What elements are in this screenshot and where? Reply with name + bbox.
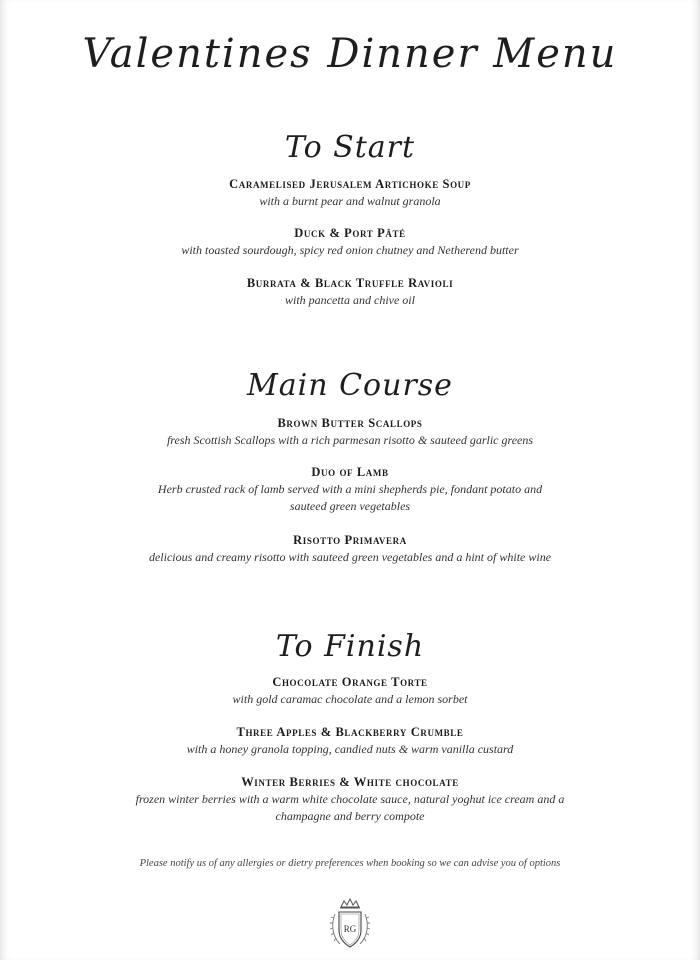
dish-name: Winter Berries & White chocolate	[241, 775, 459, 789]
dish-item	[60, 176, 640, 210]
dish-item	[60, 532, 640, 566]
dish-description: with a burnt pear and walnut granola	[259, 194, 441, 208]
dish-description: with toasted sourdough, spicy red onion chutney and Netherend butter	[181, 243, 519, 257]
section-title-main-course: Main Course	[247, 368, 453, 403]
dish-name: Risotto Primavera	[293, 533, 407, 547]
section-title-to-finish: To Finish	[275, 629, 425, 664]
dish-description: with a honey granola topping, candied nuts & warm vanilla custard	[186, 742, 514, 756]
dish-name: Chocolate Orange Torte	[272, 675, 428, 689]
dish-item	[60, 674, 640, 708]
dish-name: Brown Butter Scallops	[277, 416, 423, 430]
dish-description: Herb crusted rack of lamb served with a mini shepherds pie, fondant potato and sauteed green vegetables	[157, 482, 543, 513]
crest-logo-icon	[326, 898, 374, 954]
dish-description: with gold caramac chocolate and a lemon sorbet	[232, 692, 468, 706]
dish-item	[60, 415, 640, 449]
dish-name: Three Apples & Blackberry Crumble	[236, 725, 464, 739]
dish-name: Caramelised Jerusalem Artichoke Soup	[229, 177, 471, 191]
logo-monogram: RG	[343, 924, 357, 934]
dish-name: Duo of Lamb	[311, 465, 389, 479]
dish-description: delicious and creamy risotto with sauteed green vegetables and a hint of white wine	[148, 550, 552, 564]
dish-description: with pancetta and chive oil	[285, 293, 415, 307]
dish-item	[60, 275, 640, 309]
dish-item	[150, 464, 550, 515]
dish-description: frozen winter berries with a warm white chocolate sauce, natural yoghut ice cream and a champagne and berry compote	[135, 792, 565, 823]
dish-name: Duck & Port Pâté	[294, 226, 406, 240]
dish-description: fresh Scottish Scallops with a rich parmesan risotto & sauteed garlic greens	[166, 433, 534, 447]
dish-item	[130, 774, 570, 825]
section-title-to-start: To Start	[284, 130, 416, 165]
menu-title: Valentines Dinner Menu	[82, 31, 618, 77]
dish-name: Burrata & Black Truffle Ravioli	[246, 276, 454, 290]
allergy-note: Please notify us of any allergies or dietry preferences when booking so we can advise you of options	[139, 858, 561, 869]
dish-item	[60, 225, 640, 259]
dish-item	[60, 724, 640, 758]
